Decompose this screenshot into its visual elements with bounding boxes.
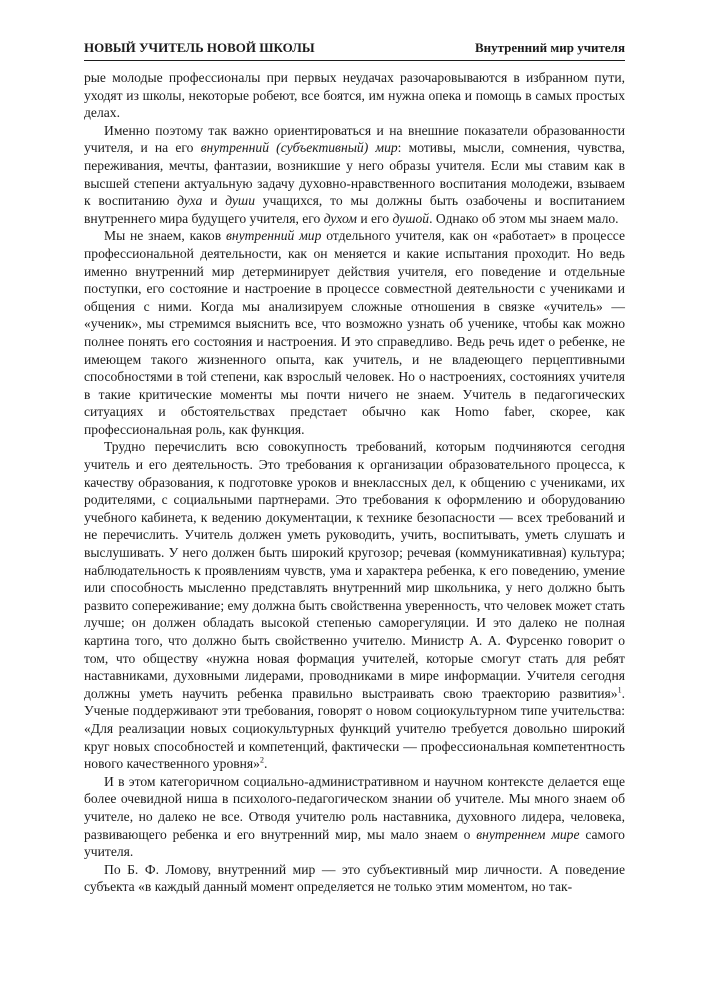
text-run: Мы не знаем, каков bbox=[104, 228, 226, 244]
emphasis: душой bbox=[392, 210, 430, 226]
text-run: и его bbox=[356, 210, 393, 226]
text-run: И в этом категоричном социально-административном и научном контексте делается еще более очевидной ниша в психолого-педагогическом знании об учителе. Мы много знаем об учителе, но далеко не все. Отводя учителю роль наставника, духовного лидера, человека, развивающего ребенка и его внутренний мир, мы мало знаем о bbox=[84, 773, 625, 842]
footnote-ref[interactable]: 2 bbox=[259, 755, 264, 765]
emphasis: духом bbox=[323, 210, 357, 226]
text-run: отдельного учителя, как он «работает» в процессе профессиональной деятельности, как он меняется и какие испытания проходит. Но ведь именно внутренний мир детерминирует действия учителя, его поведение и отдельные поступки, его состояние и настроение в процессе совместной деятельности с учениками и общения с ними. Когда мы анализируем сложные отношения в связке «учитель» — «ученик», мы стремимся выяснить все, что возможно узнать об ученике, чтобы как можно полнее понять его состояния и настроения. И это справедливо. Ведь речь идет о ребенке, не имеющем такого жизненного опыта, как учитель, и не владеющего перцептивными способностями в той степени, как взрослый человек. Но о настроениях, состояниях учителя в такие критические моменты мы почти ничего не знаем. Учитель в педагогических ситуациях и обстоятельствах предстает обычно как Homo faber, скорее, как профессиональная роль, как функция. bbox=[84, 228, 625, 437]
emphasis: души bbox=[225, 193, 255, 209]
header-journal-title: НОВЫЙ УЧИТЕЛЬ НОВОЙ ШКОЛЫ bbox=[84, 40, 315, 55]
text-run: Именно поэтому так важно ориентироваться и на внешние показатели образованности учителя, и на его bbox=[84, 122, 625, 156]
paragraph-1: рые молодые профессионалы при первых неудачах разочаровываются в избранном пути, уходят из школы, некоторые робеют, все боятся, им нужна опека и помощь в самых простых делах. bbox=[84, 70, 625, 121]
text-run: самого учителя. bbox=[84, 826, 625, 860]
emphasis: внутреннем мире bbox=[476, 826, 580, 842]
text-run: . Ученые поддерживают эти требования, говорят о новом социокультурном типе учительства: «Для реализации новых социокультурных функций учителю требуется довольно широкий круг новых способностей и компетенций, фактически — профессиональная компетентность нового качественного уровня» bbox=[84, 685, 625, 772]
article-body bbox=[84, 69, 625, 896]
paragraph-6: По Б. Ф. Ломову, внутренний мир — это субъективный мир личности. А поведение субъекта «в каждый данный момент определяется не только этим моментом, но так- bbox=[84, 861, 625, 895]
paragraph-2 bbox=[84, 122, 625, 228]
text-run: : мотивы, мысли, сомнения, чувства, переживания, мечты, фантазии, возникшие у него образы учителя. Если мы ставим как в высшей степени актуальную задачу духовно-нравственного воспитания молодежи, взываем к воспитанию bbox=[84, 140, 625, 209]
text-run: учащихся, то мы должны быть озабочены и воспитанием внутреннего мира будущего учителя, его bbox=[84, 193, 626, 226]
paragraph-3 bbox=[84, 227, 625, 438]
text-run: . Однако об этом мы знаем мало. bbox=[429, 210, 619, 226]
header-section-title: Внутренний мир учителя bbox=[474, 40, 625, 55]
emphasis: внутренний мир bbox=[225, 228, 322, 244]
running-header bbox=[84, 40, 625, 61]
document-page bbox=[84, 40, 625, 896]
footnote-ref[interactable]: 1 bbox=[617, 685, 622, 695]
text-run: . bbox=[263, 756, 268, 772]
text-run: и bbox=[202, 193, 226, 209]
emphasis: внутренний (субъективный) мир bbox=[200, 140, 398, 156]
paragraph-5 bbox=[84, 773, 625, 861]
paragraph-4 bbox=[84, 438, 625, 772]
emphasis: духа bbox=[177, 193, 203, 209]
text-run: Трудно перечислить всю совокупность требований, которым подчиняются сегодня учитель и его деятельность. Это требования к организации образовательного процесса, к качеству образования, к подготовке уроков и внеклассных дел, к общению с учениками, их родителями, с социальными партнерами. Это требования к оформлению и оборудованию учебного кабинета, к ведению документации, к технике безопасности — всех требований и не перечислить. Учитель должен уметь руководить, учить, воспитывать, уметь слушать и выслушивать. У него должен быть широкий кругозор; речевая (коммуникативная) культура; наблюдательность к проявлениям чувств, ума и характера ребенка, к его поведению, умение или способность мысленно представлять внутренний мир школьника, у него должно быть развито сопереживание; ему должна быть свойственна уверенность, что человек может стать лучше; он должен обладать высокой степенью саморегуляции. И это далеко не полная картина того, что должно быть свойственно учителю. Министр А. А. Фурсенко говорит о том, что обществу «нужна новая формация учителей, которые смогут стать для ребят наставниками, духовными лидерами, проводниками в мире информации. Учителя сегодня должны уметь научить ребенка правильно выстраивать свою траекторию развития» bbox=[84, 439, 625, 701]
